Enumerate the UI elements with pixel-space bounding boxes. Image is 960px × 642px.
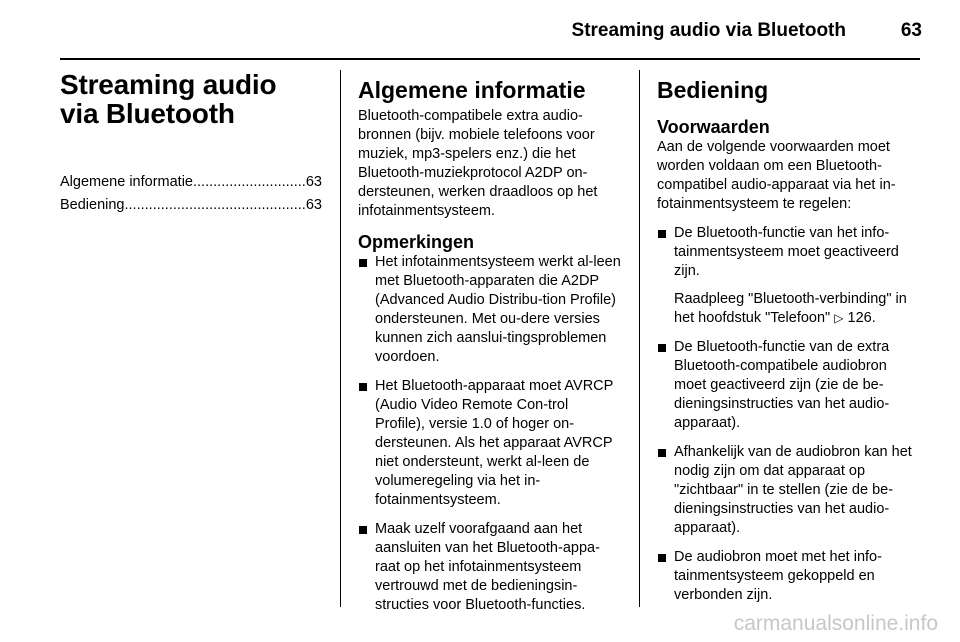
toc-entry-bediening[interactable] (60, 194, 322, 217)
list-item: De audiobron moet met het info-tainmentsysteem gekoppeld en verbonden zijn. (657, 548, 923, 605)
column-divider-left (340, 70, 341, 607)
list-item: De Bluetooth-functie van de extra Bluetooth-compatibele audiobron moet geactiveerd zijn (zie de be-dieningsinstructies van het audio-apparaat). (657, 338, 923, 433)
watermark: carmanualsonline.info (733, 612, 938, 635)
cross-reference: Raadpleeg "Bluetooth-verbinding" in het hoofdstuk "Telefoon" ▷ 126. (674, 291, 907, 326)
right-column (657, 70, 923, 605)
toc-entry-algemene-informatie[interactable] (60, 171, 322, 194)
toc-label: Algemene informatie (60, 174, 193, 190)
toc-leader (193, 171, 306, 194)
toc-page: 63 (305, 174, 322, 190)
column-divider-right (639, 70, 640, 607)
toc-page: 63 (305, 197, 322, 213)
header-rule (60, 58, 920, 60)
notes-heading: Opmerkingen (358, 232, 475, 252)
list-item: De Bluetooth-functie van het info-tainmentsysteem moet geactiveerd zijn. Raadpleeg "Bluetooth-verbinding" in het hoofdstuk "Telefoon" ▷ 126. (657, 224, 923, 328)
list-item: Afhankelijk van de audiobron kan het nodig zijn om dat apparaat op "zichtbaar" in te stellen (zie de be-dieningsinstructies van het audio-apparaat). (657, 443, 923, 538)
list-item: Maak uzelf voorafgaand aan het aansluiten van het Bluetooth-appa-raat op het infotainmentsysteem vertrouwd met de bedieningsin-structies voor Bluetooth-functies. (358, 520, 622, 615)
list-item: Het Bluetooth-apparaat moet AVRCP (Audio Video Remote Con-trol Profile), versie 1.0 of hoger on-dersteunen. Als het apparaat AVRCP niet ondersteunt, werkt al-leen de volumeregeling via het in-fotainmentsysteem. (358, 377, 622, 510)
requirements-intro: Aan de volgende voorwaarden moet worden voldaan om een Bluetooth-compatibel audio-apparaat via het in-fotainmentsysteem te regelen: (657, 139, 896, 212)
running-header-title: Streaming audio via Bluetooth (571, 20, 846, 41)
notes-list (358, 253, 622, 615)
intro-paragraph: Bluetooth-compatibele extra audio-bronnen (bijv. mobiele telefoons voor muziek, mp3-spelers enz.) die het Bluetooth-muziekprotocol A2DP on-dersteunen, werken draadloos op het infotainmentsysteem. (358, 108, 598, 219)
page-number: 63 (900, 20, 922, 41)
requirements-heading: Voorwaarden (657, 117, 770, 137)
chapter-title: Streaming audio via Bluetooth (60, 69, 277, 129)
section-heading-algemene-informatie: Algemene informatie (358, 77, 586, 103)
requirements-list (657, 224, 923, 605)
table-of-contents (60, 171, 322, 217)
left-column (60, 70, 322, 217)
middle-column (358, 70, 622, 615)
page-reference-arrow-icon: ▷ (834, 311, 844, 325)
toc-leader (125, 194, 306, 217)
toc-label: Bediening (60, 197, 125, 213)
section-heading-bediening: Bediening (657, 77, 769, 103)
list-item: Het infotainmentsysteem werkt al-leen met Bluetooth-apparaten die A2DP (Advanced Audio Distribu-tion Profile) ondersteunen. Met ou-dere versies kunnen zich aanslui-tingsproblemen voordoen. (358, 253, 622, 367)
page-reference-link[interactable]: 126. (843, 310, 876, 326)
